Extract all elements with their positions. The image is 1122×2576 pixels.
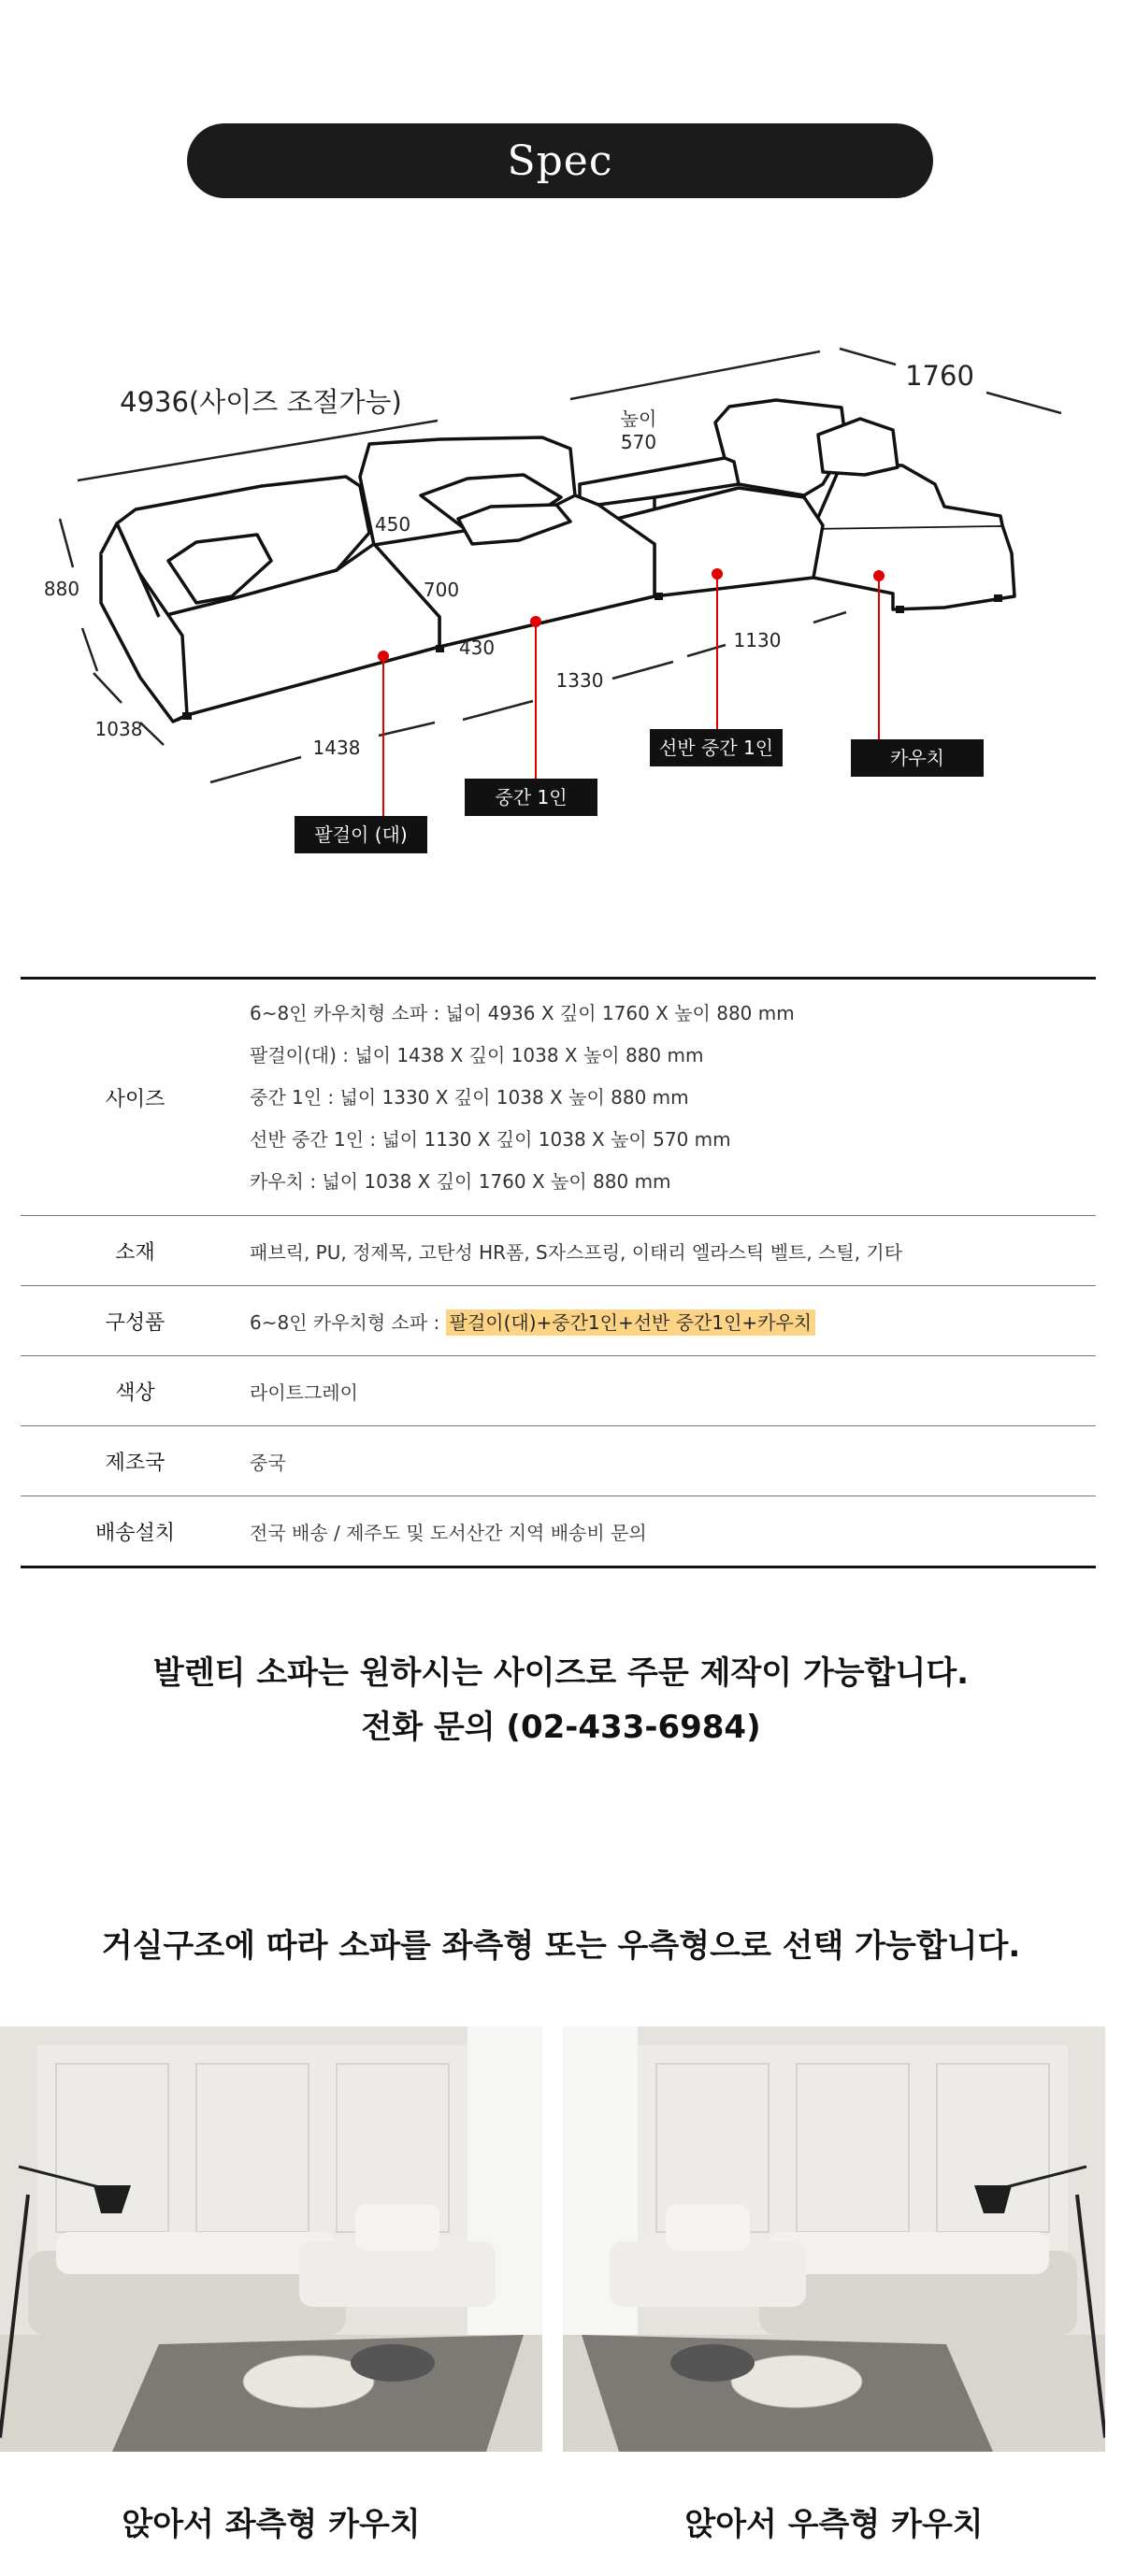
delivery-row	[21, 1496, 1096, 1566]
color-label: 색상	[115, 1381, 155, 1405]
arm-marker	[378, 651, 389, 662]
dim-back-height: 450	[374, 513, 411, 536]
size-label: 사이즈	[105, 1087, 165, 1111]
components-row	[21, 1286, 1096, 1356]
middle-marker	[530, 616, 541, 627]
dim-arm-depth: 1038	[94, 718, 143, 740]
left-chaise-caption: 앉아서 좌측형 카우치	[122, 2506, 421, 2543]
origin-value: 중국	[250, 1451, 286, 1474]
color-value: 라이트그레이	[250, 1381, 358, 1404]
arm-tag-label: 팔걸이 (대)	[314, 823, 408, 846]
spec-header	[187, 123, 933, 198]
size-line: 중간 1인 : 넓이 1330 X 깊이 1038 X 높이 880 mm	[250, 1085, 689, 1109]
components-label: 구성품	[105, 1310, 165, 1335]
size-values	[250, 993, 1096, 1203]
size-row	[21, 980, 1096, 1216]
dim-arm-width: 1438	[312, 737, 361, 759]
origin-label: 제조국	[105, 1451, 165, 1475]
dim-seat-height: 430	[458, 637, 496, 659]
material-label: 소재	[115, 1240, 155, 1265]
spec-table	[21, 977, 1096, 1568]
dim-height-label: 높이	[620, 408, 657, 430]
size-line: 팔걸이(대) : 넓이 1438 X 깊이 1038 X 높이 880 mm	[250, 1043, 704, 1066]
dim-total-width: 4936(사이즈 조절가능)	[120, 386, 402, 418]
components-value	[250, 1308, 1096, 1335]
phone-inquiry: 전화 문의 (02-433-6984)	[361, 1709, 761, 1746]
origin-row	[21, 1426, 1096, 1496]
dim-depth: 1760	[905, 360, 974, 392]
color-row	[21, 1356, 1096, 1426]
dimension-diagram	[0, 280, 1122, 897]
layout-heading: 거실구조에 따라 소파를 좌측형 또는 우측형으로 선택 가능합니다.	[101, 1927, 1021, 1965]
custom-order-notice: 발렌티 소파는 원하시는 사이즈로 주문 제작이 가능합니다.	[152, 1654, 970, 1692]
dim-shelf-width: 1130	[733, 629, 782, 651]
right-chaise-photo	[563, 2026, 1105, 2452]
size-line: 선반 중간 1인 : 넓이 1130 X 깊이 1038 X 높이 570 mm	[250, 1127, 731, 1151]
size-line: 6~8인 카우치형 소파 : 넓이 4936 X 깊이 1760 X 높이 880 mm	[250, 1001, 795, 1024]
dim-middle-width: 1330	[555, 669, 604, 692]
delivery-label: 배송설치	[94, 1521, 175, 1545]
right-chaise-caption: 앉아서 우측형 카우치	[684, 2506, 984, 2543]
dim-height-value: 570	[620, 431, 657, 453]
shelf-marker	[712, 568, 723, 580]
dim-total-height: 880	[43, 578, 80, 600]
components-highlight: 팔걸이(대)+중간1인+선반 중간1인+카우치	[446, 1309, 816, 1336]
chaise-tag-label: 카우치	[890, 747, 944, 769]
material-value: 패브릭, PU, 정제목, 고탄성 HR폼, S자스프링, 이태리 엘라스틱 벨트, 스틸, 기타	[250, 1240, 903, 1264]
chaise-marker	[873, 570, 885, 581]
dim-seat-depth: 700	[423, 579, 460, 601]
middle-tag-label: 중간 1인	[495, 786, 568, 809]
left-chaise-photo	[0, 2026, 542, 2452]
material-row	[21, 1216, 1096, 1286]
size-line: 카우치 : 넓이 1038 X 깊이 1760 X 높이 880 mm	[250, 1169, 671, 1193]
spec-title: Spec	[507, 136, 613, 185]
shelf-middle-tag-label: 선반 중간 1인	[658, 737, 774, 759]
delivery-value: 전국 배송 / 제주도 및 도서산간 지역 배송비 문의	[250, 1521, 647, 1544]
components-prefix: 6~8인 카우치형 소파 :	[250, 1310, 446, 1334]
